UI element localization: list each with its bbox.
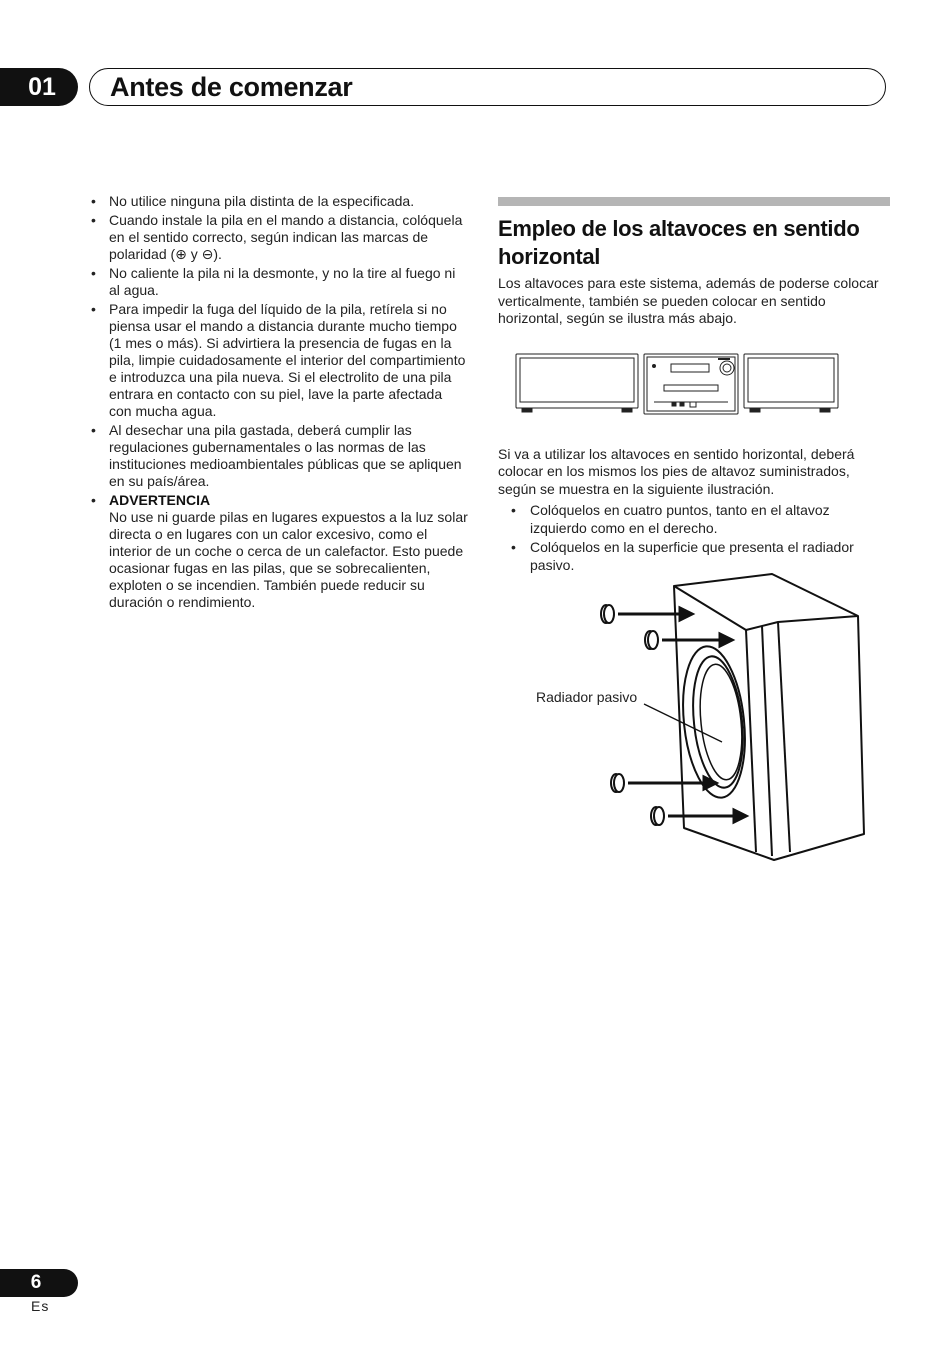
battery-precautions-list <box>90 193 468 611</box>
right-speaker <box>744 354 838 408</box>
main-unit <box>644 354 738 414</box>
speaker-feet-illustration <box>596 570 871 865</box>
language-code: Es <box>31 1298 50 1314</box>
section-rule <box>498 197 890 206</box>
chapter-number-tab <box>0 68 78 106</box>
warning-item <box>90 492 468 611</box>
chapter-title-bar <box>89 68 886 106</box>
speaker-feet <box>601 605 664 825</box>
list-item: • Colóquelos en cuatro puntos, tanto en el altavoz izquierdo como en el derecho. <box>498 502 890 537</box>
left-speaker <box>516 354 638 408</box>
chapter-title: Antes de comenzar <box>110 71 353 102</box>
list-item: • Cuando instale la pila en el mando a distancia, colóquela en el sentido correcto, según indican las marcas de polaridad (⊕ y ⊖). <box>90 212 468 263</box>
instructions-paragraph: Si va a utilizar los altavoces en sentido horizontal, deberá colocar en los mismos los pies de altavoz suministrados, según se muestra en la siguiente ilustración. <box>498 445 855 497</box>
list-item: • No caliente la pila ni la desmonte, y no la tire al fuego ni al agua. <box>90 265 468 299</box>
section-title: Empleo de los altavoces en sentido horizontal <box>498 216 860 269</box>
page-number-tab <box>0 1269 78 1297</box>
page-number: 6 <box>30 1272 42 1293</box>
list-item: • Para impedir la fuga del líquido de la pila, retírela si no piensa usar el mando a distancia durante mucho tiempo (1 mes o más). Si advirtiera la presencia de fugas en la pila, limpie cuidadosamente el interior del compartimiento e introduzca una pila nueva. Si el electrolito de una pila entrara en contacto con su piel, lave la parte afectada con mucha agua. <box>90 301 468 420</box>
list-item: • Colóquelos en la superficie que presenta el radiador pasivo. <box>498 539 890 574</box>
chapter-number: 01 <box>28 72 56 101</box>
placement-list <box>498 502 890 574</box>
horizontal-system-illustration <box>514 352 842 418</box>
warning-text: No use ni guarde pilas en lugares expuestos a la luz solar directa o en lugares con un calor excesivo, como el interior de un coche o cerca de un calefactor. Esto puede ocasionar fugas en las pilas, que se sobrecalienten, exploten o se incendien. También puede reducir su duración o rendimiento. <box>109 509 468 610</box>
list-item: • Al desechar una pila gastada, deberá cumplir las regulaciones gubernamentales o las normas de las instituciones medioambientales públicas que se apliquen en su país/área. <box>90 422 468 490</box>
intro-paragraph: Los altavoces para este sistema, además de poderse colocar verticalmente, también se pueden colocar en sentido horizontal, según se ilustra más abajo. <box>498 275 879 326</box>
list-item: • No utilice ninguna pila distinta de la especificada. <box>90 193 468 210</box>
left-column <box>90 193 468 613</box>
warning-heading: • ADVERTENCIA <box>109 492 211 508</box>
passive-radiator-label: Radiador pasivo <box>536 689 638 705</box>
